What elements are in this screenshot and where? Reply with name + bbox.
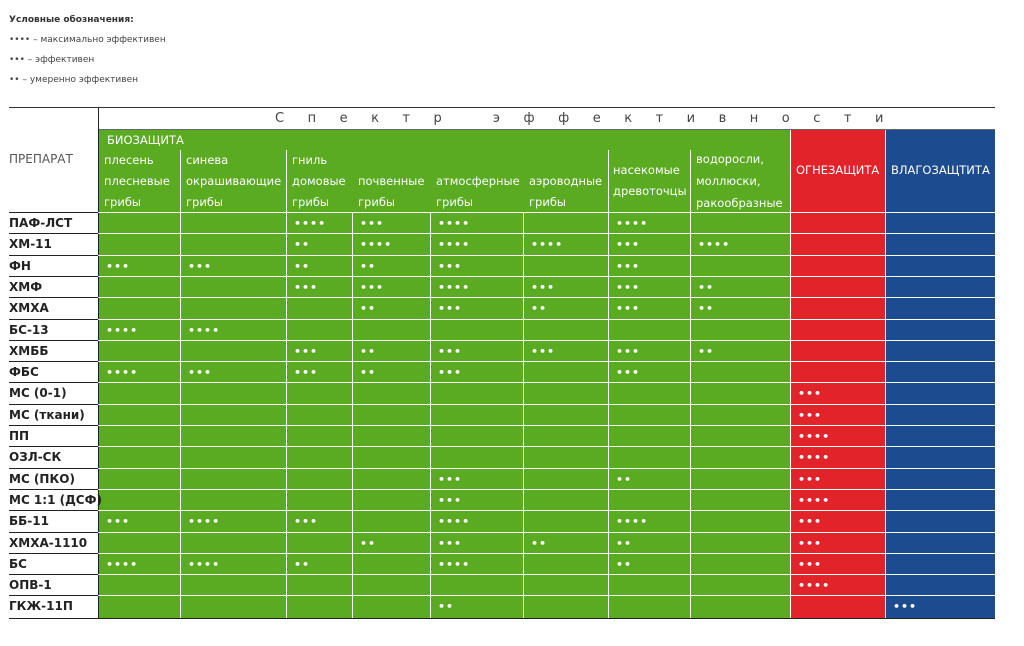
header-vline-moist — [885, 130, 886, 212]
rating-cell: ••• — [188, 366, 213, 380]
rating-cell: •••• — [798, 493, 831, 507]
rating-cell: •••• — [531, 238, 564, 252]
rating-cell: ••• — [438, 366, 463, 380]
rating-cell: •••• — [798, 430, 831, 443]
biozaschita-label: БИОЗАЩИТА — [107, 133, 184, 147]
rating-cell: ••• — [616, 280, 641, 294]
rating-cell: •• — [360, 344, 377, 358]
rating-cell: •• — [531, 302, 548, 316]
rating-cell: ••• — [438, 344, 463, 358]
rating-cell: •• — [360, 366, 377, 380]
row-rule-18 — [98, 595, 995, 596]
row-rule-16 — [98, 553, 995, 554]
row-name: ГКЖ-11П — [9, 599, 73, 614]
row-rule-17 — [98, 574, 995, 575]
header-vline-fire — [790, 130, 791, 212]
row-rule-14 — [98, 510, 995, 511]
row-rule-2 — [98, 255, 995, 256]
legend-item-moderate: •• – умеренно эффективен — [9, 75, 138, 85]
row-name: ПАФ-ЛСТ — [9, 216, 73, 230]
header-vline-0 — [180, 150, 181, 212]
rating-cell: ••• — [106, 515, 131, 529]
row-name: ОЗЛ-СК — [9, 450, 62, 465]
row-name: МС 1:1 (ДСФ) — [9, 492, 102, 507]
row-name: ФН — [9, 258, 31, 273]
rating-cell: •••• — [698, 238, 731, 252]
row-rule-5 — [98, 319, 995, 320]
rating-cell: •••• — [106, 366, 139, 380]
rating-cell: ••• — [531, 344, 556, 358]
col-header-6-line-2: древоточцы — [613, 184, 687, 198]
col-header-7-line-0: водоросли, — [696, 152, 764, 166]
col-header-1-line-2: грибы — [186, 195, 223, 209]
header-vline-1 — [286, 150, 287, 212]
header-vline-3 — [690, 150, 691, 212]
rating-cell: ••• — [294, 515, 319, 529]
row-name: ХМББ — [9, 343, 49, 358]
body-col-bg-9 — [885, 213, 995, 618]
rating-cell: •• — [531, 536, 548, 550]
row-name: ХМ-11 — [9, 237, 52, 252]
rating-cell: ••• — [893, 600, 918, 614]
legend-title: Условные обозначения: — [9, 15, 134, 25]
rating-cell: •• — [294, 259, 311, 273]
rating-cell: •••• — [438, 515, 471, 529]
rating-cell: •••• — [294, 217, 327, 230]
rating-cell: •• — [616, 557, 633, 571]
moist-header: ВЛАГОЗАЩТИТА — [891, 163, 990, 177]
rating-cell: ••• — [798, 387, 823, 401]
col-header-7-line-2: ракообразные — [696, 196, 783, 210]
col-header-3-line-2: грибы — [358, 195, 395, 209]
row-name: МС (ткани) — [9, 407, 85, 422]
row-rule-11 — [98, 446, 995, 447]
col-header-0-line-0: плесень — [104, 153, 154, 167]
col-header-0-line-2: грибы — [104, 195, 141, 209]
col-header-5-line-2: грибы — [529, 195, 566, 209]
body-col-bg-7 — [690, 213, 790, 618]
col-header-3-line-1: почвенные — [358, 174, 425, 188]
rating-cell: ••• — [438, 536, 463, 550]
row-name: ОПВ-1 — [9, 578, 52, 593]
header-vline-2 — [608, 150, 609, 212]
row-name: ХМХА-1110 — [9, 535, 88, 550]
row-rule-13 — [98, 489, 995, 490]
rating-cell: •••• — [438, 557, 471, 571]
rating-cell: ••• — [798, 472, 823, 486]
rating-cell: •• — [360, 536, 377, 550]
row-name: БС — [9, 556, 27, 571]
preparat-header: ПРЕПАРАТ — [9, 152, 73, 166]
fire-header: ОГНЕЗАЩИТА — [796, 163, 880, 177]
col-header-5-line-1: аэроводные — [529, 174, 603, 188]
rating-cell: ••• — [798, 536, 823, 550]
rating-cell: ••• — [616, 238, 641, 252]
rating-cell: •••• — [798, 451, 831, 465]
rating-cell: •••• — [798, 579, 831, 593]
row-name: ХМХА — [9, 301, 49, 316]
row-name: БС-13 — [9, 322, 49, 337]
rating-cell: •• — [698, 280, 715, 294]
rating-cell: ••• — [360, 280, 385, 294]
row-name: ПП — [9, 429, 30, 443]
col-header-4-line-2: грибы — [436, 195, 473, 209]
rating-cell: ••• — [438, 493, 463, 507]
rating-cell: ••• — [798, 515, 823, 529]
rating-cell: •••• — [616, 217, 649, 230]
col-header-2-line-0: гниль — [292, 153, 328, 167]
rating-cell: ••• — [106, 259, 131, 273]
row-rule-8 — [98, 382, 995, 383]
rating-cell: ••• — [188, 259, 213, 273]
rating-cell: ••• — [531, 280, 556, 294]
col-header-2-line-2: грибы — [292, 195, 329, 209]
table-top-rule — [9, 107, 995, 108]
rating-cell: •• — [698, 344, 715, 358]
rating-cell: •• — [438, 600, 455, 614]
rating-cell: •••• — [438, 217, 471, 230]
col-header-1-line-1: окрашивающие — [186, 174, 282, 188]
row-rule-7 — [98, 361, 995, 362]
rating-cell: •• — [294, 238, 311, 252]
rating-cell: ••• — [438, 259, 463, 273]
rating-cell: ••• — [616, 366, 641, 380]
body-col-bg-5 — [523, 213, 608, 618]
spectrum-header: Спектр эффективности — [275, 111, 907, 126]
rating-cell: •• — [294, 557, 311, 571]
rating-cell: •• — [616, 536, 633, 550]
rating-cell: •••• — [188, 323, 221, 337]
rating-cell: •••• — [188, 515, 221, 529]
legend-item-max: •••• – максимально эффективен — [9, 35, 166, 45]
rating-cell: ••• — [294, 280, 319, 294]
rating-cell: •••• — [188, 557, 221, 571]
legend-item-effective: ••• – эффективен — [9, 55, 95, 65]
rating-cell: ••• — [798, 557, 823, 571]
rating-cell: •••• — [106, 323, 139, 337]
row-rule-12 — [98, 468, 995, 469]
col-header-0-line-1: плесневые — [104, 174, 170, 188]
rating-cell: •• — [360, 259, 377, 273]
rating-cell: •••• — [438, 280, 471, 294]
col-header-1-line-0: синева — [186, 153, 229, 167]
rating-cell: •••• — [360, 238, 393, 252]
rating-cell: ••• — [616, 302, 641, 316]
rating-cell: •• — [360, 302, 377, 316]
col-header-7-line-1: моллюски, — [696, 174, 761, 188]
rating-cell: •• — [698, 302, 715, 316]
rating-cell: •••• — [616, 515, 649, 529]
body-vline-5 — [523, 213, 524, 618]
rating-cell: •••• — [106, 557, 139, 571]
table-bottom-rule — [9, 618, 995, 619]
rating-cell: ••• — [360, 217, 385, 230]
row-name: МС (ПКО) — [9, 471, 75, 486]
row-name: МС (0-1) — [9, 386, 67, 401]
rating-cell: ••• — [616, 259, 641, 273]
row-rule-10 — [98, 425, 995, 426]
rating-cell: ••• — [798, 408, 823, 422]
col-header-4-line-1: атмосферные — [436, 174, 520, 188]
row-rule-0 — [98, 212, 995, 213]
rating-cell: ••• — [294, 366, 319, 380]
col-header-2-line-1: домовые — [292, 174, 346, 188]
body-vline-7 — [690, 213, 691, 618]
rating-cell: •• — [616, 472, 633, 486]
rating-cell: ••• — [616, 344, 641, 358]
row-name: ББ-11 — [9, 514, 49, 529]
body-vline-9 — [885, 213, 886, 618]
rating-cell: ••• — [438, 472, 463, 486]
rating-cell: •••• — [438, 238, 471, 252]
row-rule-9 — [98, 404, 995, 405]
row-name: ХМФ — [9, 279, 43, 294]
rating-cell: ••• — [294, 344, 319, 358]
col-header-6-line-1: насекомые — [613, 163, 680, 177]
rating-cell: ••• — [438, 302, 463, 316]
row-name: ФБС — [9, 365, 39, 380]
